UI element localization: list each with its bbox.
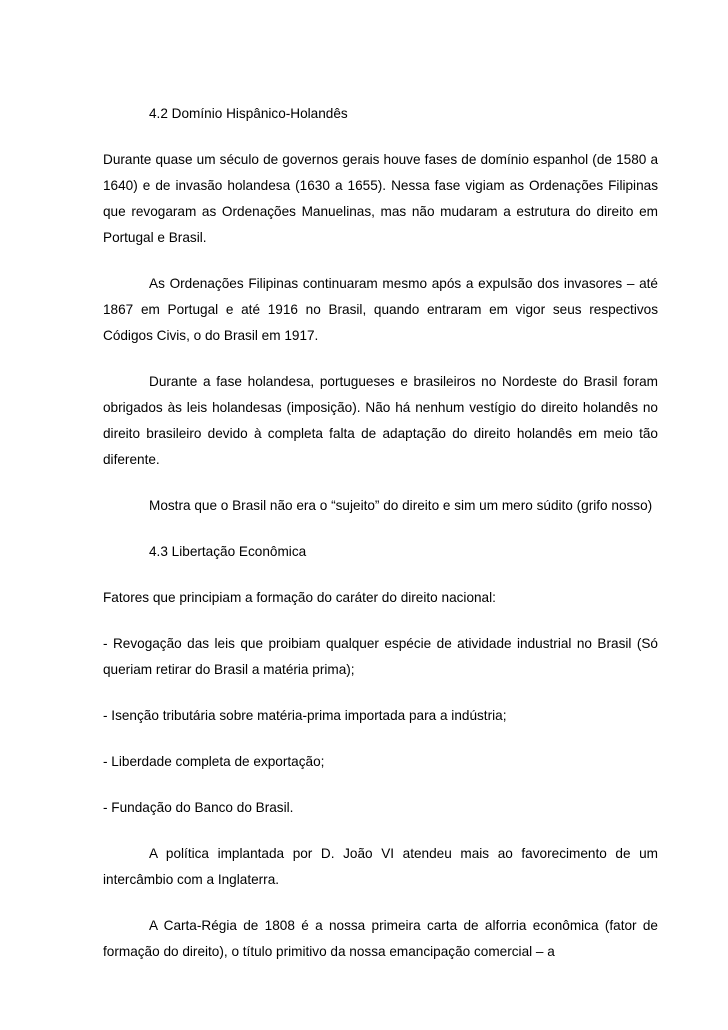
paragraph-factors-intro: Fatores que principiam a formação do caráter do direito nacional: [103,590,496,605]
paragraph-joao-vi-policy: A política implantada por D. João VI atendeu mais ao favorecimento de um intercâmbio com a Inglaterra. [103,846,658,887]
list-item-tax-exemption: - Isenção tributária sobre matéria-prima importada para a indústria; [103,708,507,723]
section-heading-4-3: 4.3 Libertação Econômica [149,544,307,559]
paragraph-spanish-dutch-rule: Durante quase um século de governos gerais houve fases de domínio espanhol (de 1580 a 1640) e de invasão holandesa (1630 a 1655). Nessa fase vigiam as Ordenações Filipinas que revogaram as Ordenações Manuelinas, mas não mudaram a estrutura do direito em Portugal e Brasil. [103,152,658,245]
paragraph-brazil-subject: Mostra que o Brasil não era o “sujeito” do direito e sim um mero súdito (grifo nosso) [149,498,653,513]
paragraph-dutch-phase: Durante a fase holandesa, portugueses e brasileiros no Nordeste do Brasil foram obrigados às leis holandesas (imposição). Não há nenhum vestígio do direito holandês no direito brasileiro devido à completa falta de adaptação do direito holandês em meio tão diferente. [103,374,658,467]
paragraph-filipinas-continued: As Ordenações Filipinas continuaram mesmo após a expulsão dos invasores – até 1867 em Portugal e até 1916 no Brasil, quando entraram em vigor seus respectivos Códigos Civis, o do Brasil em 1917. [103,276,658,343]
list-item-bank-foundation: - Fundação do Banco do Brasil. [103,800,294,815]
list-item-revocation: - Revogação das leis que proibiam qualquer espécie de atividade industrial no Brasil (Só queriam retirar do Brasil a matéria prima); [103,636,658,677]
paragraph-carta-regia: A Carta-Régia de 1808 é a nossa primeira carta de alforria econômica (fator de formação do direito), o título primitivo da nossa emancipação comercial – a [103,918,658,959]
document-page [103,101,658,965]
section-heading-4-2: 4.2 Domínio Hispânico-Holandês [149,106,348,121]
list-item-export-freedom: - Liberdade completa de exportação; [103,754,325,769]
